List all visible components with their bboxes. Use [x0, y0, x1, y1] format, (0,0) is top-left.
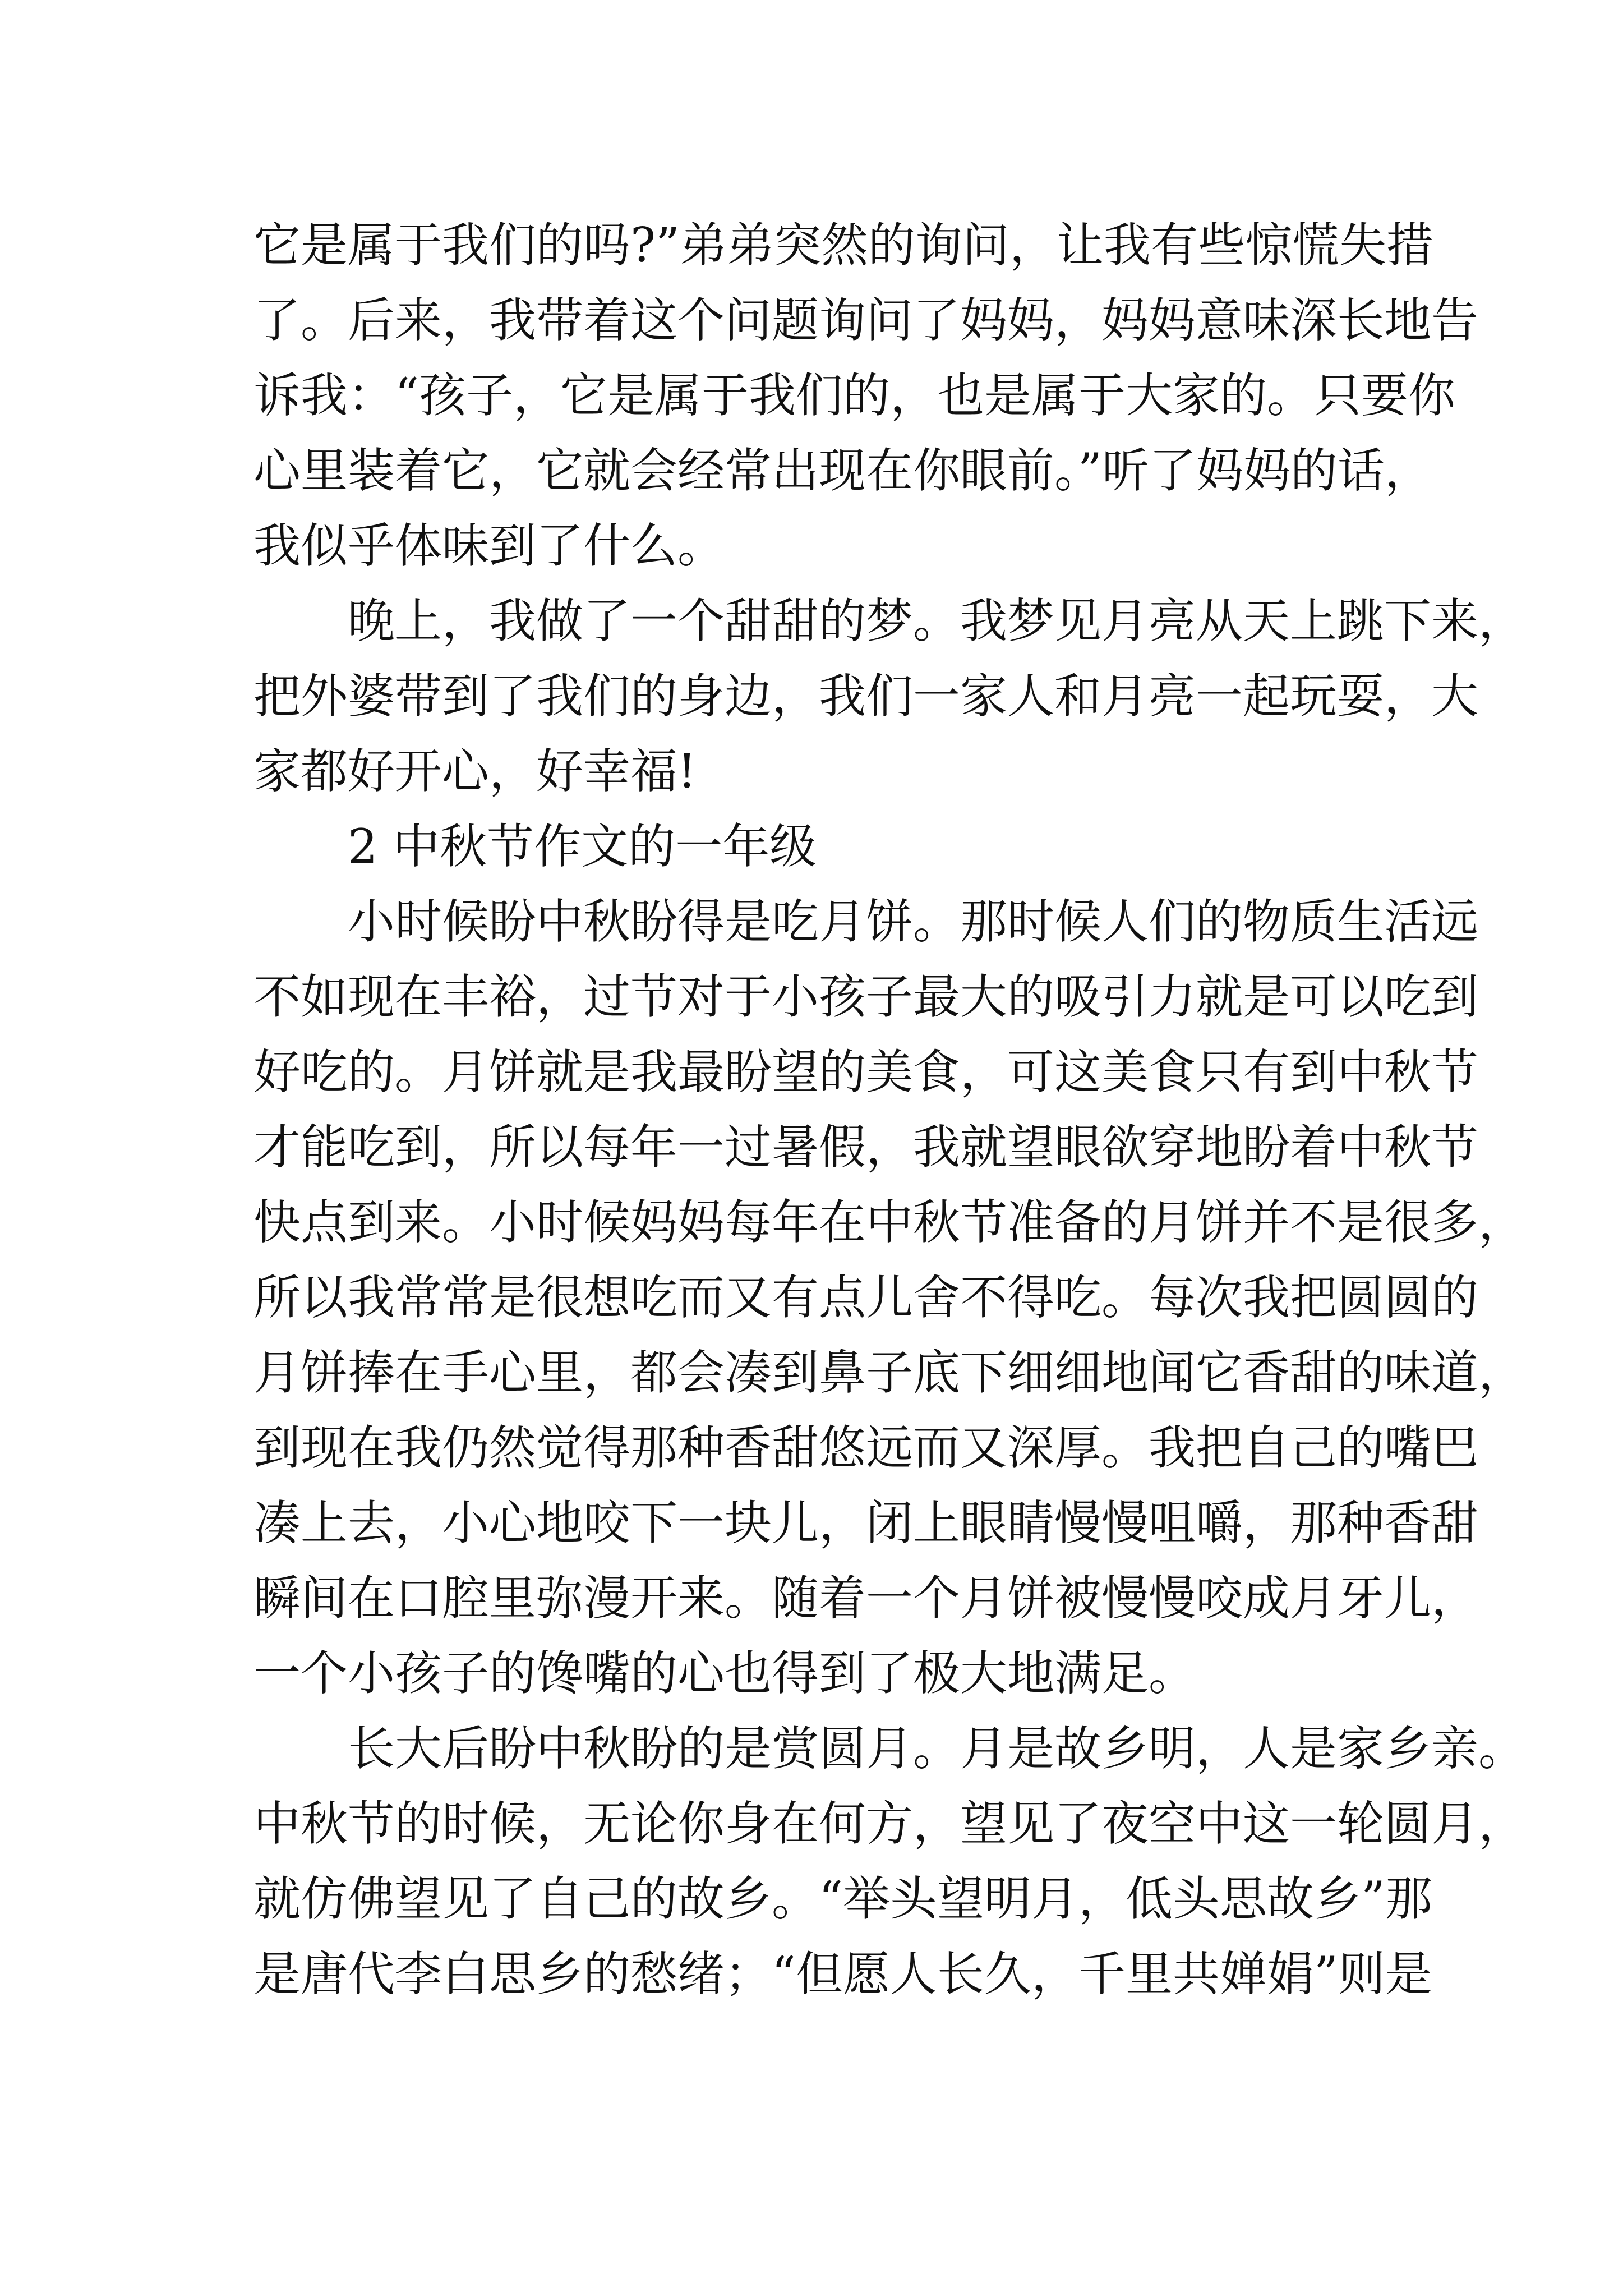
- text-line: 快点到来。小时候妈妈每年在中秋节准备的月饼并不是很多，: [253, 1195, 1526, 1250]
- text-line: 凑上去，小心地咬下一块儿，闭上眼睛慢慢咀嚼，那种香甜: [253, 1496, 1479, 1550]
- text-line: 中秋节的时候，无论你身在何方，望见了夜空中这一轮圆月，: [253, 1796, 1526, 1851]
- text-line: 是唐代李白思乡的愁绪；“但愿人长久，千里共婵娟”则是: [253, 1947, 1432, 2001]
- text-line: 它是属于我们的吗?”弟弟突然的询问，让我有些惊慌失措: [253, 218, 1433, 273]
- text-line: 才能吃到，所以每年一过暑假，我就望眼欲穿地盼着中秋节: [253, 1120, 1479, 1175]
- text-line: 晚上，我做了一个甜甜的梦。我梦见月亮从天上跳下来，: [253, 593, 1526, 648]
- text-line: 家都好开心，好幸福!: [253, 744, 697, 799]
- text-line: 小时候盼中秋盼得是吃月饼。那时候人们的物质生活远: [253, 894, 1479, 949]
- text-line: 月饼捧在手心里，都会凑到鼻子底下细细地闻它香甜的味道，: [253, 1345, 1526, 1400]
- text-line: 我似乎体味到了什么。: [253, 518, 725, 573]
- text-line: 瞬间在口腔里弥漫开来。随着一个月饼被慢慢咬成月牙儿，: [253, 1571, 1479, 1626]
- text-line: 就仿佛望见了自己的故乡。“举头望明月，低头思故乡”那: [253, 1871, 1432, 1926]
- text-line: 好吃的。月饼就是我最盼望的美食，可这美食只有到中秋节: [253, 1045, 1479, 1099]
- text-line: 到现在我仍然觉得那种香甜悠远而又深厚。我把自己的嘴巴: [253, 1420, 1479, 1475]
- section-heading: 2 中秋节作文的一年级: [253, 819, 817, 874]
- text-line: 一个小孩子的馋嘴的心也得到了极大地满足。: [253, 1646, 1196, 1701]
- text-line: 诉我：“孩子，它是属于我们的，也是属于大家的。只要你: [253, 368, 1455, 423]
- text-line: 了。后来，我带着这个问题询问了妈妈，妈妈意味深长地告: [253, 293, 1479, 348]
- document-body: [253, 208, 1526, 2012]
- text-line: 不如现在丰裕，过节对于小孩子最大的吸引力就是可以吃到: [253, 969, 1479, 1024]
- text-line: 所以我常常是很想吃而又有点儿舍不得吃。每次我把圆圆的: [253, 1270, 1479, 1325]
- text-line: 心里装着它，它就会经常出现在你眼前。”听了妈妈的话，: [253, 443, 1432, 498]
- text-line: 长大后盼中秋盼的是赏圆月。月是故乡明，人是家乡亲。: [253, 1721, 1526, 1776]
- text-line: 把外婆带到了我们的身边，我们一家人和月亮一起玩耍，大: [253, 669, 1479, 724]
